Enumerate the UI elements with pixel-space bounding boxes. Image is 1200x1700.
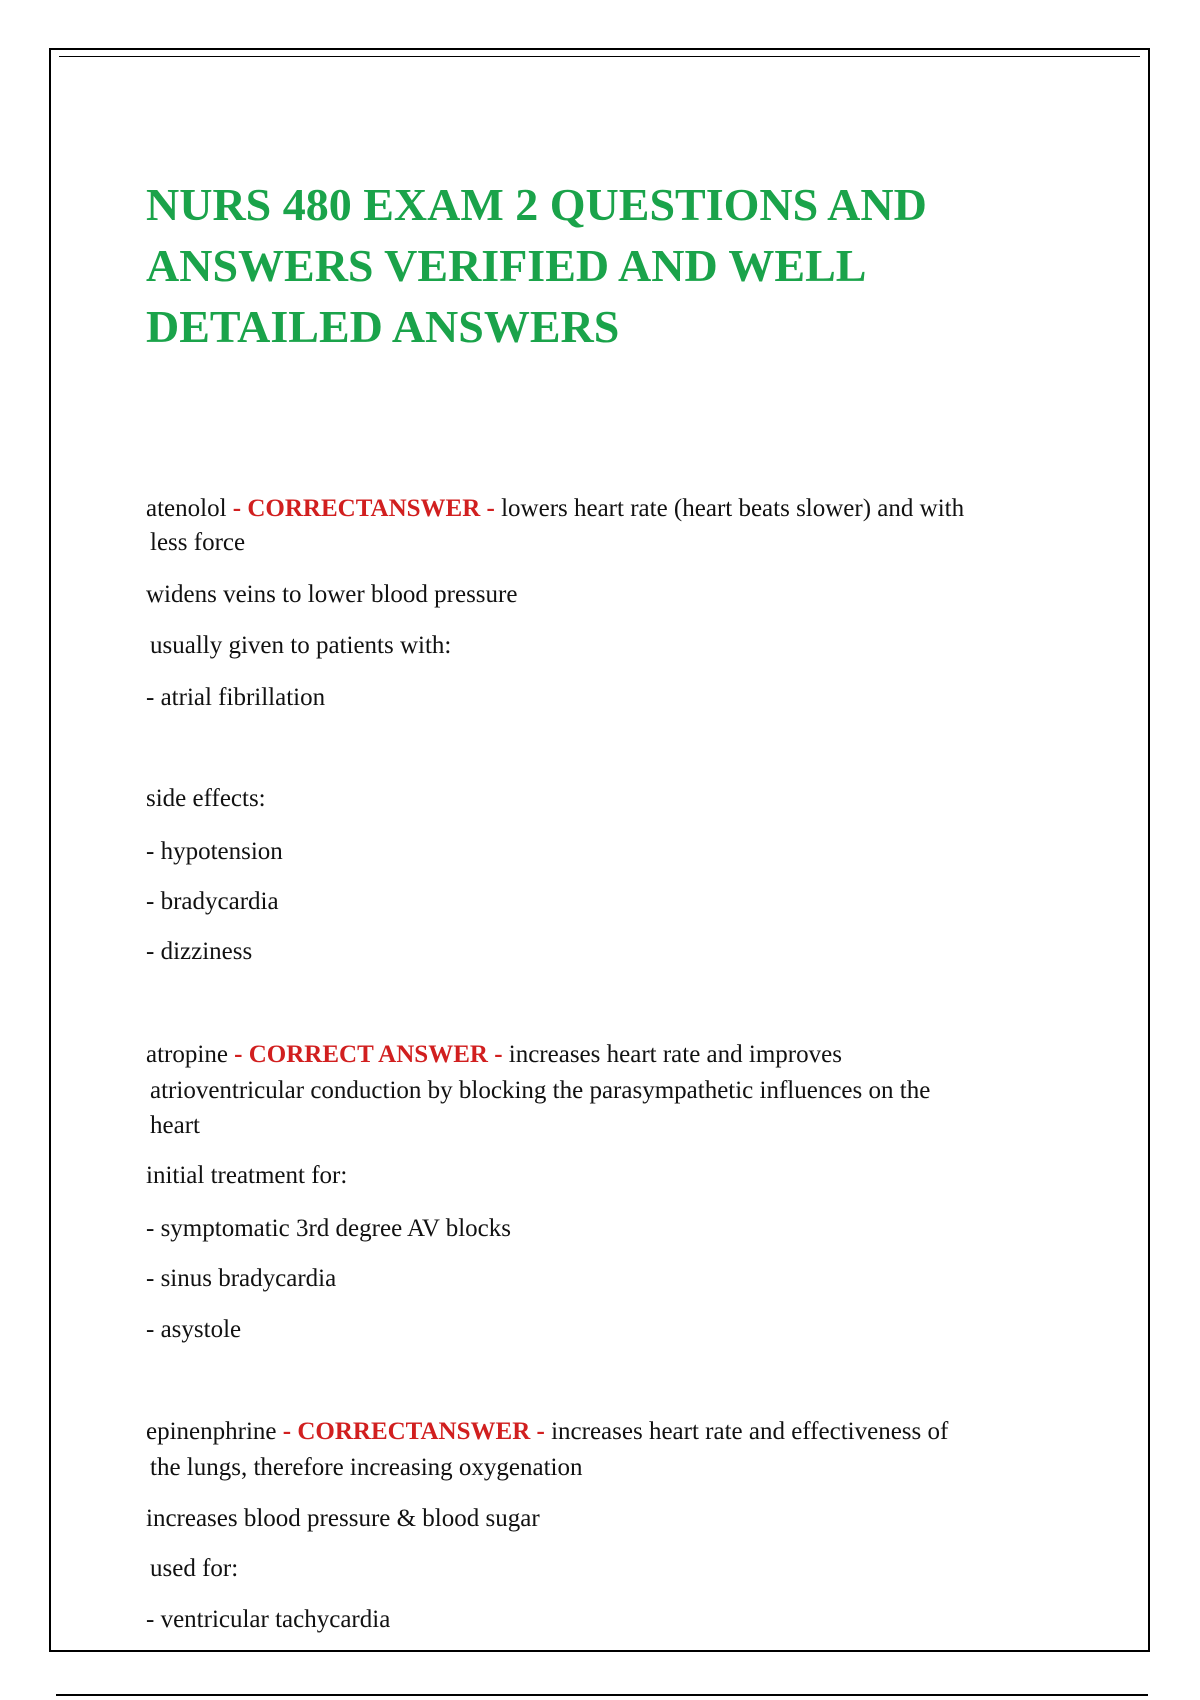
tag-separator: -	[226, 495, 248, 522]
detail-line: widens veins to lower blood pressure	[146, 581, 518, 608]
detail-line: - dizziness	[146, 938, 253, 965]
title-line: ANSWERS VERIFIED AND WELL	[146, 240, 867, 291]
answer-text: lowers heart rate (heart beats slower) and with	[501, 495, 965, 522]
detail-line: - sinus bradycardia	[146, 1265, 337, 1292]
document-title	[146, 174, 1046, 357]
tag-separator: -	[530, 1418, 552, 1445]
entry-term: atropine	[146, 1041, 228, 1068]
detail-line: used for:	[150, 1555, 239, 1582]
answer-continuation: heart	[150, 1112, 200, 1139]
correct-answer-tag: CORRECT ANSWER	[248, 1041, 488, 1068]
detail-line: increases blood pressure & blood sugar	[146, 1505, 540, 1532]
answer-continuation: atrioventricular conduction by blocking the parasympathetic influences on the	[150, 1077, 931, 1104]
tag-separator: -	[480, 495, 502, 522]
detail-line: - hypotension	[146, 838, 283, 865]
answer-continuation: less force	[150, 529, 246, 556]
detail-line: - atrial fibrillation	[146, 684, 326, 711]
detail-line: - asystole	[146, 1316, 242, 1343]
entry-heading-atropine	[146, 1038, 842, 1072]
correct-answer-tag: CORRECTANSWER	[297, 1418, 531, 1445]
title-line: DETAILED ANSWERS	[146, 301, 620, 352]
tag-separator: -	[227, 1041, 249, 1068]
entry-term: epinenphrine	[146, 1418, 277, 1445]
detail-line: initial treatment for:	[146, 1162, 348, 1189]
next-page-top-rule	[56, 1694, 1148, 1696]
answer-text: increases heart rate and improves	[508, 1041, 842, 1068]
answer-continuation: the lungs, therefore increasing oxygenation	[150, 1454, 583, 1481]
entry-heading-atenolol	[146, 492, 964, 526]
detail-line: - bradycardia	[146, 888, 279, 915]
tag-separator: -	[487, 1041, 509, 1068]
entry-term: atenolol	[146, 495, 227, 522]
entry-heading-epinenphrine	[146, 1415, 948, 1449]
detail-line: usually given to patients with:	[150, 632, 452, 659]
detail-line: - symptomatic 3rd degree AV blocks	[146, 1215, 511, 1242]
answer-text: increases heart rate and effectiveness of	[551, 1418, 949, 1445]
tag-separator: -	[276, 1418, 298, 1445]
correct-answer-tag: CORRECTANSWER	[247, 495, 481, 522]
title-line: NURS 480 EXAM 2 QUESTIONS AND	[146, 179, 927, 230]
detail-line: - ventricular tachycardia	[146, 1606, 391, 1633]
frame-top-rule	[59, 56, 1140, 57]
detail-line: side effects:	[146, 785, 266, 812]
